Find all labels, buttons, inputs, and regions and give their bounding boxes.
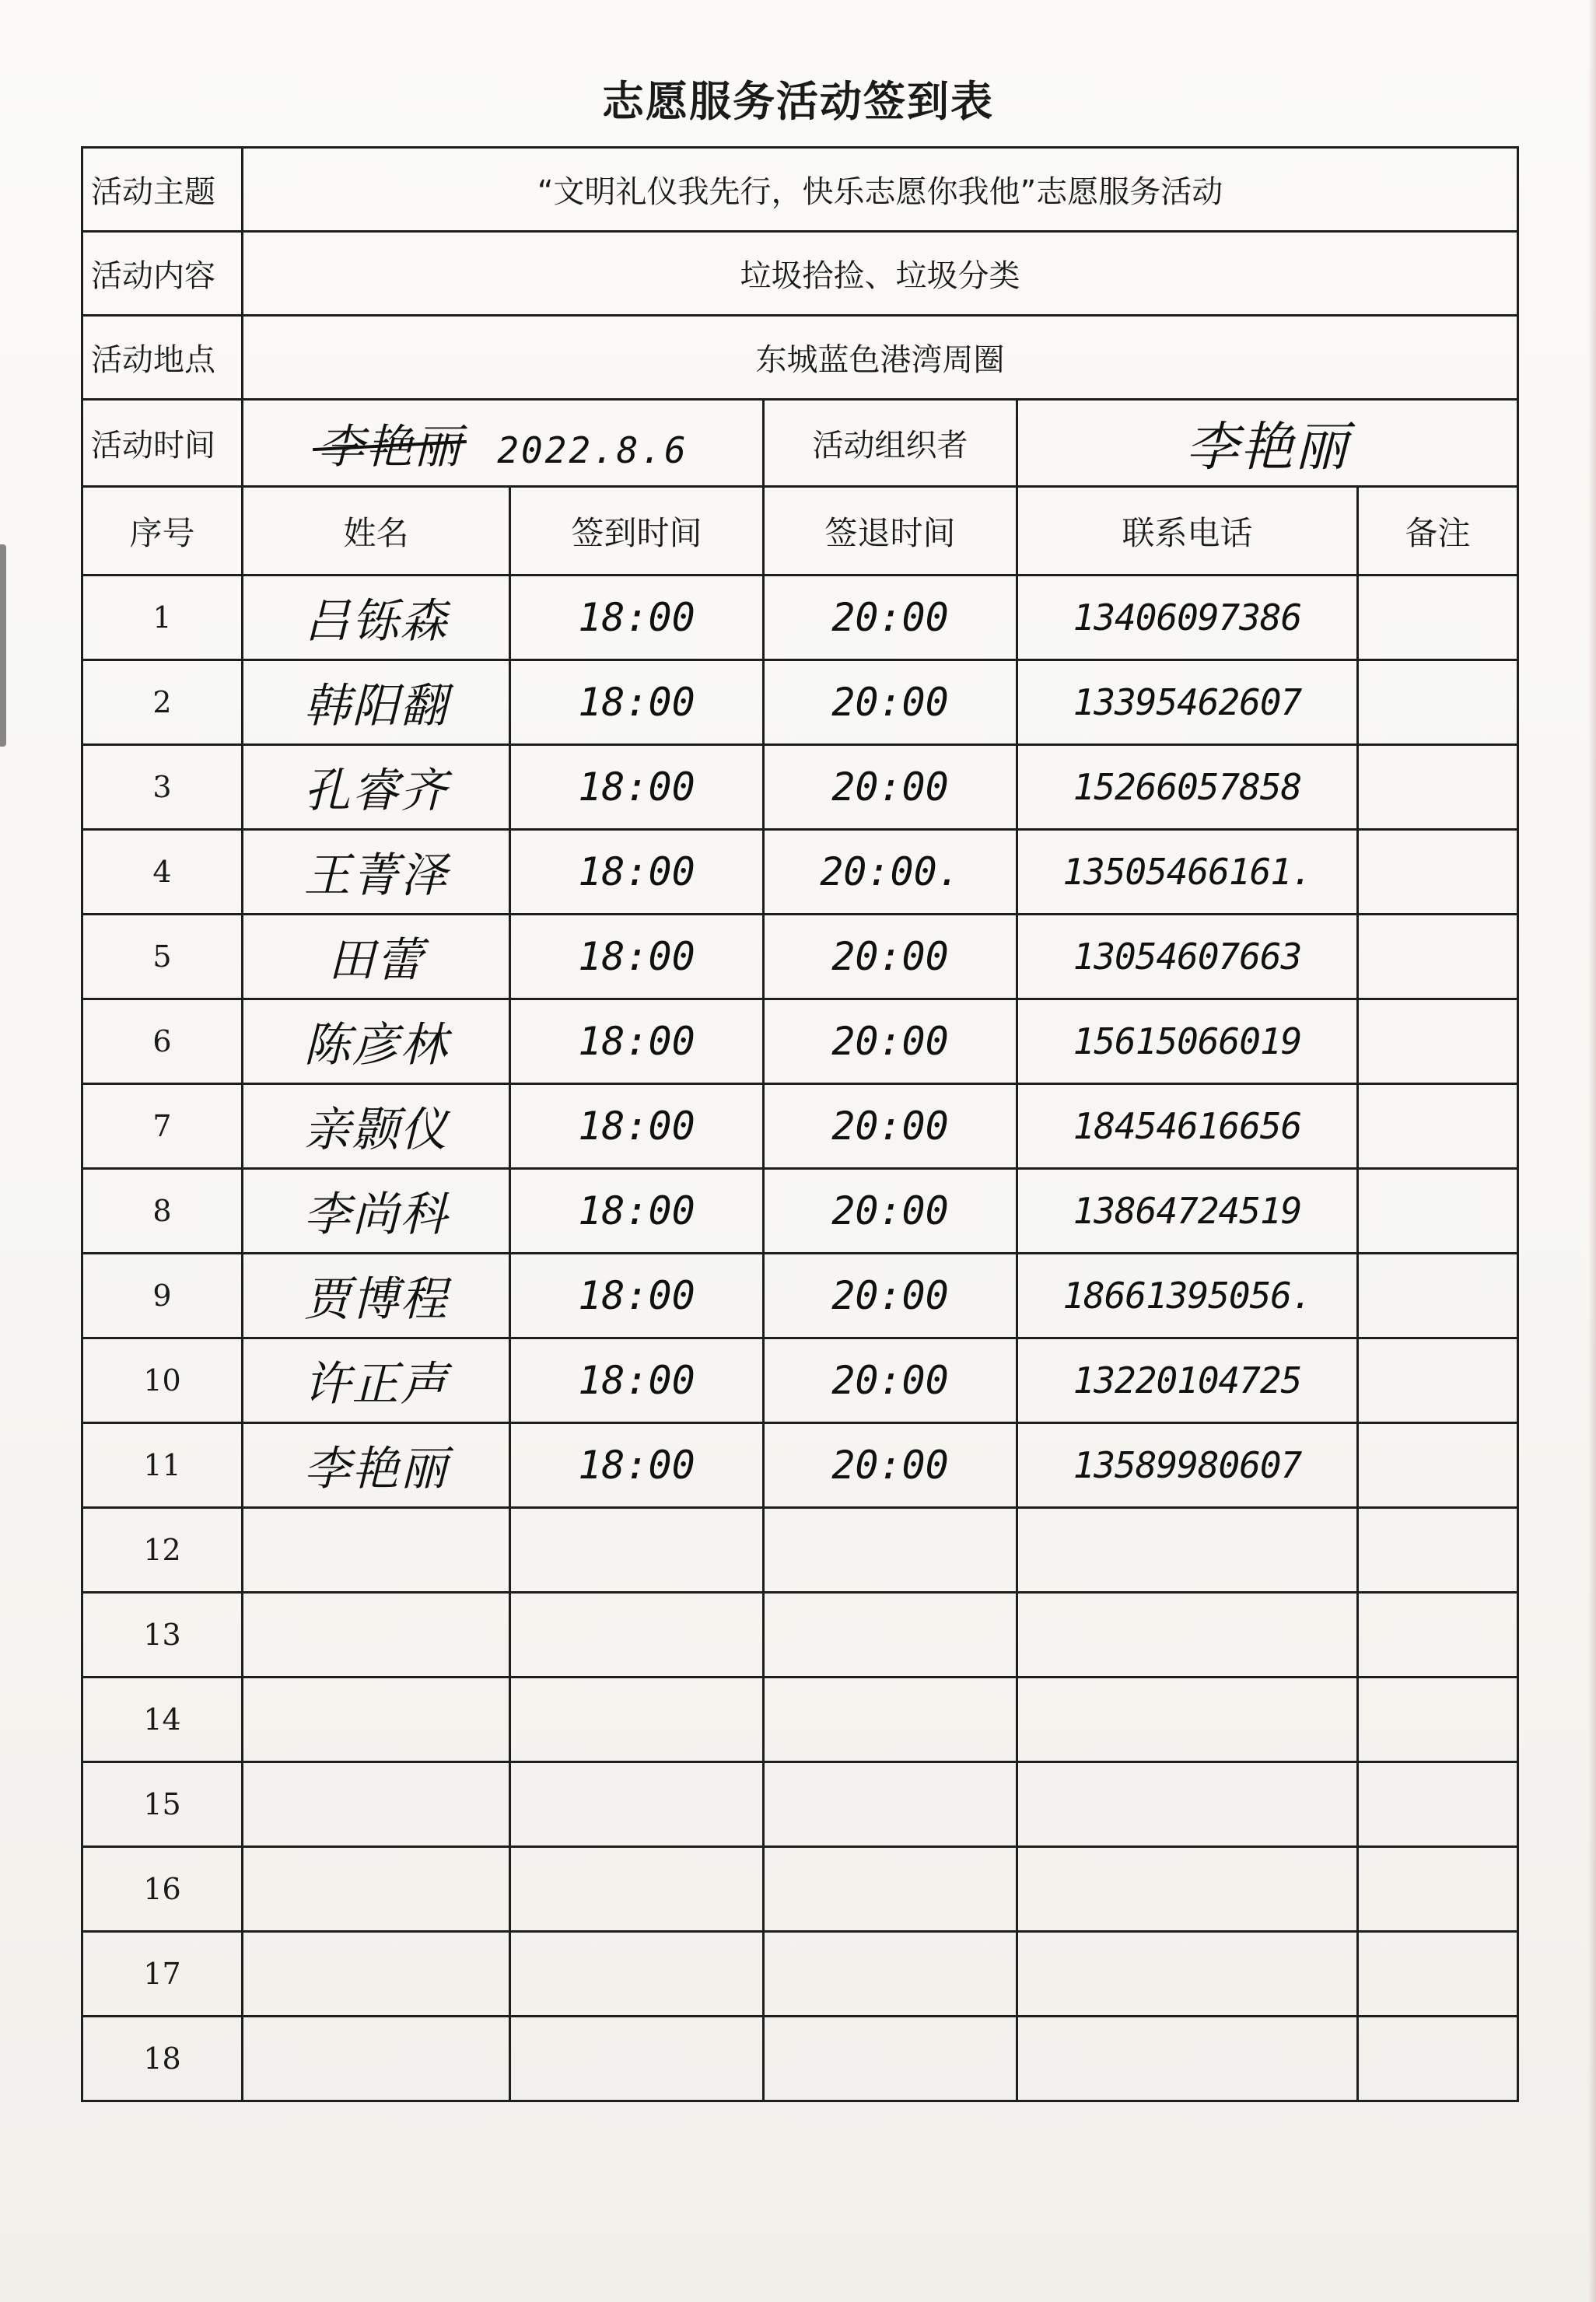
- cell-name: [243, 1508, 510, 1593]
- cell-checkout: [764, 1762, 1017, 1847]
- cell-name-text: 田蕾: [327, 933, 425, 988]
- cell-note: [1358, 2017, 1518, 2101]
- content-value: 垃圾拾捡、垃圾分类: [243, 232, 1518, 316]
- cell-checkin: [510, 576, 764, 660]
- col-seq-header: 序号: [82, 487, 243, 576]
- cell-checkout-text: 20:00: [831, 595, 949, 640]
- cell-seq-text: 2: [152, 685, 172, 719]
- cell-note: [1358, 660, 1518, 745]
- cell-seq: [82, 745, 243, 830]
- cell-note: [1358, 1678, 1518, 1762]
- cell-seq: [82, 1254, 243, 1338]
- organizer-signature: 李艳丽: [1185, 417, 1349, 478]
- cell-note: [1358, 1932, 1518, 2017]
- cell-note: [1358, 1338, 1518, 1423]
- cell-seq-text: 4: [152, 855, 172, 889]
- cell-seq: [82, 660, 243, 745]
- cell-checkout-text: 20:00: [831, 1443, 949, 1488]
- cell-seq-text: 15: [143, 1787, 181, 1821]
- cell-checkout-text: 20:00: [831, 680, 949, 725]
- cell-note: [1358, 576, 1518, 660]
- cell-seq: [82, 1169, 243, 1254]
- cell-name: [243, 1847, 510, 1932]
- location-label: 活动地点: [82, 316, 243, 400]
- cell-checkout: [764, 1593, 1017, 1678]
- cell-checkout: [764, 1254, 1017, 1338]
- cell-name-text: 贾博程: [303, 1272, 449, 1327]
- cell-name: [243, 1593, 510, 1678]
- cell-checkout: [764, 576, 1017, 660]
- cell-name-text: 吕铄森: [303, 594, 449, 649]
- cell-phone: [1017, 1678, 1358, 1762]
- table-row: [82, 1593, 1518, 1678]
- cell-seq-text: 3: [152, 770, 172, 804]
- cell-checkin-text: 18:00: [578, 1019, 695, 1064]
- table-row: [82, 1508, 1518, 1593]
- info-row-time: [82, 400, 1518, 487]
- cell-note: [1358, 1508, 1518, 1593]
- cell-checkin-text: 18:00: [578, 595, 695, 640]
- table-row: [82, 1932, 1518, 2017]
- binder-clip-shadow: [0, 544, 6, 747]
- table-row: [82, 1847, 1518, 1932]
- col-name-header: 姓名: [243, 487, 510, 576]
- cell-seq: [82, 1508, 243, 1593]
- cell-seq: [82, 1678, 243, 1762]
- cell-seq-text: 13: [143, 1618, 181, 1652]
- struck-name: 李艳丽: [317, 410, 462, 477]
- cell-phone-text: 13406097386: [1073, 596, 1302, 638]
- cell-name: [243, 576, 510, 660]
- time-label: 活动时间: [82, 400, 243, 487]
- page-title: 志愿服务活动签到表: [602, 77, 994, 126]
- cell-phone-text: 13864724519: [1073, 1190, 1302, 1232]
- theme-value: “文明礼仪我先行，快乐志愿你我他”志愿服务活动: [243, 148, 1518, 232]
- cell-seq-text: 11: [143, 1448, 181, 1482]
- table-row: [82, 2017, 1518, 2101]
- table-row: [82, 576, 1518, 660]
- cell-checkin: [510, 915, 764, 999]
- cell-name: [243, 830, 510, 915]
- cell-phone: [1017, 576, 1358, 660]
- cell-checkin: [510, 1678, 764, 1762]
- table-row: [82, 1678, 1518, 1762]
- cell-checkout: [764, 1423, 1017, 1508]
- cell-phone: [1017, 1338, 1358, 1423]
- page-edge-shadow: [1588, 0, 1596, 2302]
- cell-seq: [82, 1423, 243, 1508]
- cell-phone-text: 13054607663: [1073, 936, 1302, 978]
- cell-seq-text: 18: [143, 2041, 181, 2076]
- theme-label: 活动主题: [82, 148, 243, 232]
- cell-checkin: [510, 1508, 764, 1593]
- cell-checkin: [510, 2017, 764, 2101]
- cell-phone: [1017, 1084, 1358, 1169]
- cell-seq-text: 16: [143, 1872, 181, 1906]
- cell-checkout: [764, 1338, 1017, 1423]
- cell-checkout-text: 20:00: [831, 764, 949, 810]
- col-checkin-header: 签到时间: [510, 487, 764, 576]
- cell-checkin: [510, 1254, 764, 1338]
- cell-phone: [1017, 660, 1358, 745]
- cell-note: [1358, 1084, 1518, 1169]
- cell-name-text: 王菁泽: [303, 848, 449, 903]
- cell-seq-text: 8: [152, 1194, 172, 1228]
- cell-phone-text: 15266057858: [1073, 766, 1302, 808]
- cell-seq-text: 7: [152, 1109, 172, 1143]
- cell-seq: [82, 1762, 243, 1847]
- table-row: [82, 1084, 1518, 1169]
- cell-phone-text: 13505466161.: [1062, 851, 1312, 893]
- cell-seq: [82, 1084, 243, 1169]
- cell-phone: [1017, 2017, 1358, 2101]
- cell-phone: [1017, 830, 1358, 915]
- cell-note: [1358, 1593, 1518, 1678]
- cell-name: [243, 2017, 510, 2101]
- cell-checkout: [764, 745, 1017, 830]
- col-checkout-header: 签退时间: [764, 487, 1017, 576]
- cell-checkout: [764, 2017, 1017, 2101]
- cell-seq-text: 6: [152, 1024, 172, 1058]
- cell-checkout: [764, 1169, 1017, 1254]
- cell-checkout: [764, 999, 1017, 1084]
- cell-note: [1358, 999, 1518, 1084]
- cell-checkout: [764, 1084, 1017, 1169]
- cell-phone: [1017, 1508, 1358, 1593]
- cell-name: [243, 1423, 510, 1508]
- cell-seq: [82, 1593, 243, 1678]
- cell-seq: [82, 1847, 243, 1932]
- cell-phone: [1017, 1423, 1358, 1508]
- cell-name: [243, 660, 510, 745]
- cell-checkin-text: 18:00: [578, 849, 695, 894]
- cell-name-text: 许正声: [303, 1357, 449, 1412]
- cell-phone-text: 13220104725: [1073, 1359, 1302, 1401]
- cell-checkin: [510, 660, 764, 745]
- cell-name: [243, 999, 510, 1084]
- cell-seq-text: 9: [152, 1279, 172, 1313]
- cell-name: [243, 1678, 510, 1762]
- cell-name-text: 李尚科: [303, 1188, 449, 1242]
- table-row: [82, 915, 1518, 999]
- activity-date: 2022.8.6: [497, 429, 688, 471]
- cell-phone: [1017, 1932, 1358, 2017]
- cell-phone: [1017, 915, 1358, 999]
- cell-name-text: 亲颢仪: [303, 1103, 449, 1157]
- cell-checkout: [764, 1508, 1017, 1593]
- cell-checkin: [510, 1338, 764, 1423]
- cell-seq-text: 14: [143, 1702, 181, 1737]
- table-row: [82, 1169, 1518, 1254]
- cell-seq: [82, 1338, 243, 1423]
- cell-note: [1358, 745, 1518, 830]
- info-row-content: [82, 232, 1518, 316]
- organizer-value-cell: [1017, 400, 1518, 487]
- cell-name-text: 李艳丽: [303, 1442, 449, 1496]
- cell-name: [243, 915, 510, 999]
- cell-name: [243, 1169, 510, 1254]
- cell-note: [1358, 1847, 1518, 1932]
- cell-name: [243, 745, 510, 830]
- cell-checkin: [510, 999, 764, 1084]
- cell-seq: [82, 999, 243, 1084]
- cell-checkin: [510, 830, 764, 915]
- content-label: 活动内容: [82, 232, 243, 316]
- cell-checkin-text: 18:00: [578, 764, 695, 810]
- cell-checkin-text: 18:00: [578, 1104, 695, 1149]
- cell-phone: [1017, 1762, 1358, 1847]
- cell-checkout-text: 20:00: [831, 1019, 949, 1064]
- cell-name: [243, 1932, 510, 2017]
- cell-seq: [82, 830, 243, 915]
- table-row: [82, 830, 1518, 915]
- cell-checkout-text: 20:00: [831, 1104, 949, 1149]
- cell-phone-text: 18454616656: [1073, 1105, 1302, 1147]
- cell-name-text: 孔睿齐: [303, 764, 449, 818]
- cell-phone-text: 15615066019: [1073, 1020, 1302, 1062]
- cell-checkout-text: 20:00.: [820, 849, 961, 894]
- cell-phone-text: 18661395056.: [1062, 1275, 1312, 1317]
- cell-name: [243, 1338, 510, 1423]
- cell-checkout: [764, 660, 1017, 745]
- cell-seq-text: 12: [143, 1533, 181, 1567]
- cell-name-text: 陈彦林: [303, 1018, 449, 1072]
- col-note-header: 备注: [1358, 487, 1518, 576]
- cell-note: [1358, 915, 1518, 999]
- cell-note: [1358, 1254, 1518, 1338]
- cell-checkin-text: 18:00: [578, 934, 695, 979]
- cell-seq: [82, 2017, 243, 2101]
- column-header-row: [82, 487, 1518, 576]
- cell-checkout-text: 20:00: [831, 1188, 949, 1233]
- cell-note: [1358, 1423, 1518, 1508]
- cell-phone: [1017, 999, 1358, 1084]
- cell-checkin: [510, 1593, 764, 1678]
- table-row: [82, 999, 1518, 1084]
- cell-checkin-text: 18:00: [578, 680, 695, 725]
- cell-checkin-text: 18:00: [578, 1188, 695, 1233]
- cell-checkout: [764, 1847, 1017, 1932]
- cell-seq-text: 5: [152, 939, 172, 974]
- cell-note: [1358, 1762, 1518, 1847]
- cell-phone: [1017, 1169, 1358, 1254]
- cell-checkin: [510, 745, 764, 830]
- table-row: [82, 745, 1518, 830]
- cell-name: [243, 1254, 510, 1338]
- cell-seq-text: 1: [152, 600, 172, 635]
- cell-checkin: [510, 1762, 764, 1847]
- cell-seq-text: 17: [143, 1957, 181, 1991]
- location-value: 东城蓝色港湾周圈: [243, 316, 1518, 400]
- cell-seq: [82, 1932, 243, 2017]
- cell-phone: [1017, 1254, 1358, 1338]
- cell-checkin: [510, 1932, 764, 2017]
- cell-seq: [82, 915, 243, 999]
- cell-checkin: [510, 1169, 764, 1254]
- cell-name: [243, 1084, 510, 1169]
- col-phone-header: 联系电话: [1017, 487, 1358, 576]
- cell-checkout: [764, 1678, 1017, 1762]
- cell-note: [1358, 1169, 1518, 1254]
- organizer-label: 活动组织者: [764, 400, 1017, 487]
- cell-checkin-text: 18:00: [578, 1443, 695, 1488]
- info-row-theme: [82, 148, 1518, 232]
- signin-table: [81, 146, 1519, 2102]
- cell-phone: [1017, 1847, 1358, 1932]
- info-row-location: [82, 316, 1518, 400]
- cell-seq: [82, 576, 243, 660]
- cell-phone: [1017, 1593, 1358, 1678]
- table-row: [82, 1423, 1518, 1508]
- cell-checkin-text: 18:00: [578, 1358, 695, 1403]
- time-value-cell: [243, 400, 764, 487]
- cell-checkin: [510, 1423, 764, 1508]
- cell-note: [1358, 830, 1518, 915]
- cell-checkout: [764, 830, 1017, 915]
- table-row: [82, 660, 1518, 745]
- cell-checkin-text: 18:00: [578, 1273, 695, 1318]
- table-row: [82, 1338, 1518, 1423]
- cell-checkout: [764, 1932, 1017, 2017]
- cell-phone: [1017, 745, 1358, 830]
- cell-checkin: [510, 1847, 764, 1932]
- cell-seq-text: 10: [143, 1363, 181, 1398]
- cell-checkout: [764, 915, 1017, 999]
- table-row: [82, 1762, 1518, 1847]
- cell-name: [243, 1762, 510, 1847]
- cell-checkout-text: 20:00: [831, 1358, 949, 1403]
- cell-checkin: [510, 1084, 764, 1169]
- cell-phone-text: 13589980607: [1073, 1444, 1302, 1486]
- cell-checkout-text: 20:00: [831, 934, 949, 979]
- cell-phone-text: 13395462607: [1073, 681, 1302, 723]
- table-row: [82, 1254, 1518, 1338]
- cell-name-text: 韩阳翻: [303, 679, 449, 733]
- cell-checkout-text: 20:00: [831, 1273, 949, 1318]
